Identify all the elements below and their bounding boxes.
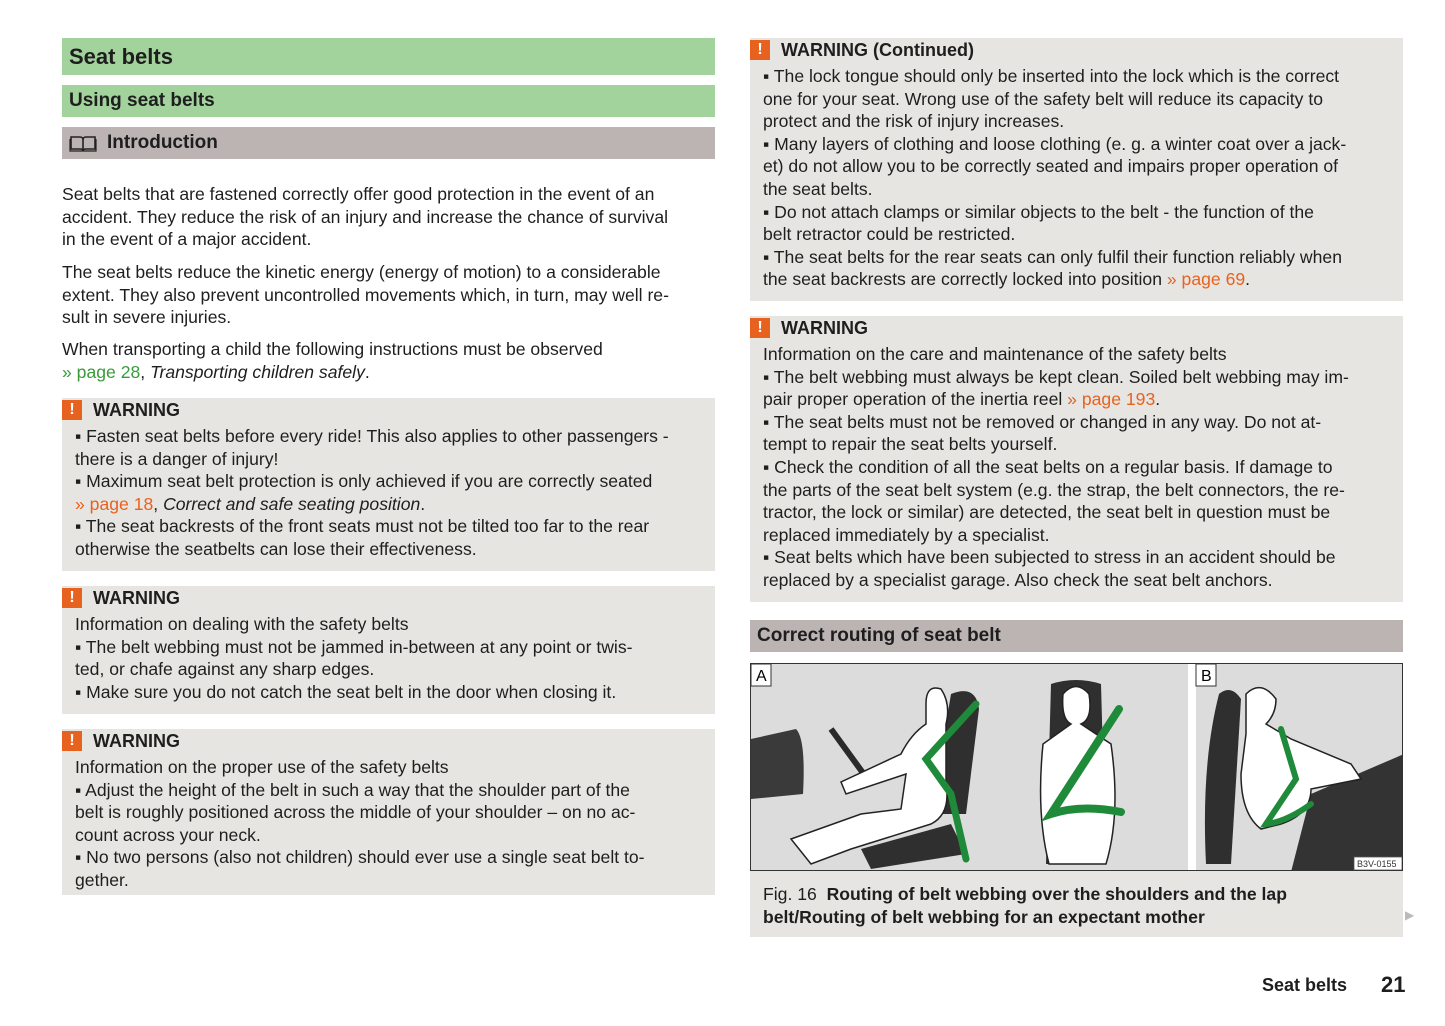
- paragraph: [62, 183, 668, 251]
- text: replaced immediately by a specialist.: [763, 524, 1050, 545]
- text-line: [62, 183, 668, 206]
- text-line: [75, 425, 715, 448]
- text-line: [763, 65, 1403, 88]
- next-page-arrow-icon[interactable]: ▶: [1405, 908, 1415, 922]
- text-line: [62, 228, 668, 251]
- text-line: [763, 268, 1403, 291]
- section-title: [62, 85, 715, 117]
- text-line: [763, 223, 1403, 246]
- text-line: [763, 524, 1403, 547]
- text-line: [763, 343, 1403, 366]
- text-line: [763, 479, 1403, 502]
- text: ▪ The belt webbing must not be jammed in-between at any point or twis-: [75, 636, 633, 657]
- subsection-title-text: Introduction: [107, 132, 218, 153]
- text-line: [75, 470, 715, 493]
- text: belt is roughly positioned across the middle of your shoulder – on no ac-: [75, 802, 636, 823]
- warning-icon: !: [750, 318, 770, 338]
- text-line: [763, 433, 1403, 456]
- text: ▪ Many layers of clothing and loose clothing (e. g. a winter coat over a jack-: [763, 133, 1347, 154]
- text: gether.: [75, 869, 129, 890]
- figure-caption: [750, 871, 1403, 937]
- text-line: [75, 869, 715, 892]
- text: Information on the care and maintenance of the safety belts: [763, 344, 1227, 364]
- figure-number: Fig. 16: [763, 884, 817, 904]
- text: ,: [153, 493, 164, 514]
- text-line: [763, 546, 1403, 569]
- text: replaced by a specialist garage. Also check the seat belt anchors.: [763, 569, 1273, 590]
- text: Seat belts that are fastened correctly offer good protection in the event of an: [62, 184, 655, 204]
- text-line: [763, 201, 1403, 224]
- warning-body: [75, 613, 715, 703]
- chapter-title: [62, 38, 715, 75]
- text-line: [62, 284, 669, 307]
- text-line: [62, 261, 669, 284]
- text: accident. They reduce the risk of an injury and increase the chance of survival: [62, 206, 669, 227]
- text: extent. They also prevent uncontrolled movements which, in turn, may well re-: [62, 284, 669, 305]
- warning-body: [75, 425, 715, 561]
- book-icon: [69, 134, 97, 152]
- text: .: [1245, 269, 1251, 290]
- text-line: [763, 411, 1403, 434]
- warning-body: [763, 343, 1403, 592]
- subsection-title: [62, 127, 715, 159]
- text-line: [75, 801, 715, 824]
- text: ▪ Fasten seat belts before every ride! This also applies to other passengers -: [75, 426, 669, 446]
- warning-box: [62, 586, 715, 714]
- text: et) do not allow you to be correctly seated and impairs proper operation of: [763, 156, 1339, 177]
- section-reference: Correct and safe seating position: [163, 493, 421, 514]
- text: in the event of a major accident.: [62, 229, 312, 250]
- page-link[interactable]: » page 193: [1067, 389, 1156, 410]
- text-line: [75, 846, 715, 869]
- text-line: [75, 613, 715, 636]
- page-link[interactable]: » page 18: [75, 493, 154, 514]
- warning-title-text: WARNING: [781, 317, 868, 338]
- paragraph: [62, 338, 603, 383]
- text: .: [364, 361, 370, 382]
- chapter-title-text: Seat belts: [69, 43, 173, 69]
- text-line: [763, 501, 1403, 524]
- text: pair proper operation of the inertia reel: [763, 389, 1068, 410]
- section-reference: Transporting children safely: [150, 361, 365, 382]
- warning-icon: !: [62, 400, 82, 420]
- warning-body: [75, 756, 715, 892]
- text: protect and the risk of injury increases.: [763, 111, 1065, 132]
- text-line: [75, 538, 715, 561]
- text: there is a danger of injury!: [75, 448, 279, 469]
- text-line: [62, 206, 668, 229]
- text: ted, or chafe against any sharp edges.: [75, 659, 375, 680]
- text: Information on dealing with the safety belts: [75, 614, 409, 634]
- text-line: [75, 756, 715, 779]
- text-line: [75, 493, 715, 516]
- warning-title: [69, 729, 715, 753]
- text-line: [62, 306, 669, 329]
- text: ▪ Maximum seat belt protection is only achieved if you are correctly seated: [75, 471, 653, 492]
- paragraph: [62, 261, 669, 329]
- warning-body: [763, 65, 1403, 291]
- warning-box: [62, 398, 715, 571]
- text-line: [763, 456, 1403, 479]
- text-line: [763, 155, 1403, 178]
- text: count across your neck.: [75, 824, 261, 845]
- warning-title: [757, 316, 1403, 340]
- text: Information on the proper use of the safety belts: [75, 757, 449, 777]
- text: When transporting a child the following instructions must be observed: [62, 339, 603, 359]
- text-line: [75, 448, 715, 471]
- text-line: [763, 88, 1403, 111]
- page-link[interactable]: » page 28: [62, 361, 141, 382]
- text-line: [75, 636, 715, 659]
- page-number: 21: [1381, 972, 1406, 997]
- text: one for your seat. Wrong use of the safety belt will reduce its capacity to: [763, 88, 1324, 109]
- text-line: [763, 178, 1403, 201]
- figure-16: [750, 663, 1403, 871]
- warning-title-text: WARNING: [93, 587, 180, 608]
- warning-box: [62, 729, 715, 895]
- text-line: [75, 779, 715, 802]
- text: the seat backrests are correctly locked into position: [763, 269, 1167, 290]
- text: ▪ The seat belts must not be removed or changed in any way. Do not at-: [763, 411, 1322, 432]
- text: .: [420, 493, 426, 514]
- figure-code: B3V-0155: [1357, 859, 1397, 869]
- text: the parts of the seat belt system (e.g. the strap, the belt connectors, the re-: [763, 479, 1345, 500]
- text-line: [75, 824, 715, 847]
- text: ▪ The lock tongue should only be inserted into the lock which is the correct: [763, 66, 1340, 86]
- text: sult in severe injuries.: [62, 307, 232, 328]
- warning-icon: !: [750, 40, 770, 60]
- warning-box: [750, 38, 1403, 301]
- text-line: [763, 110, 1403, 133]
- text: ▪ Check the condition of all the seat belts on a regular basis. If damage to: [763, 456, 1333, 477]
- warning-title: [69, 586, 715, 610]
- page-link[interactable]: » page 69: [1166, 269, 1246, 290]
- text-line: [75, 658, 715, 681]
- text-line: [763, 133, 1403, 156]
- caption-line-1: Routing of belt webbing over the shoulders and the lap: [826, 884, 1287, 904]
- text-line: [62, 338, 603, 361]
- text: ▪ Seat belts which have been subjected to stress in an accident should be: [763, 547, 1336, 568]
- warning-title: [757, 38, 1403, 62]
- text-line: [763, 569, 1403, 592]
- section-title-text: Using seat belts: [69, 90, 215, 111]
- panel-label-b: B: [1201, 668, 1212, 685]
- text: The seat belts reduce the kinetic energy (energy of motion) to a considerable: [62, 262, 661, 282]
- warning-icon: !: [62, 731, 82, 751]
- warning-box: [750, 316, 1403, 602]
- text-line: [763, 366, 1403, 389]
- text: belt retractor could be restricted.: [763, 224, 1016, 245]
- figure-section-title-text: Correct routing of seat belt: [757, 625, 1001, 646]
- text-line: [62, 361, 603, 384]
- text-line: [75, 515, 715, 538]
- text: ▪ Do not attach clamps or similar objects to the belt - the function of the: [763, 201, 1314, 222]
- seat-belt-illustration: [751, 664, 1403, 871]
- warning-icon: !: [62, 588, 82, 608]
- panel-label-a: A: [756, 668, 767, 685]
- figure-section-title: [750, 620, 1403, 652]
- text: otherwise the seatbelts can lose their effectiveness.: [75, 538, 477, 559]
- warning-title-text: WARNING: [93, 730, 180, 751]
- warning-title: [69, 398, 715, 422]
- text-line: [75, 681, 715, 704]
- text: tempt to repair the seat belts yourself.: [763, 434, 1058, 455]
- text: ,: [140, 361, 151, 382]
- text: .: [1155, 389, 1161, 410]
- text: ▪ The belt webbing must always be kept clean. Soiled belt webbing may im-: [763, 366, 1349, 387]
- text: ▪ The seat belts for the rear seats can only fulfil their function reliably when: [763, 246, 1342, 267]
- text: ▪ The seat backrests of the front seats must not be tilted too far to the rear: [75, 516, 650, 537]
- warning-title-text: WARNING (Continued): [781, 39, 974, 60]
- warning-title-text: WARNING: [93, 399, 180, 420]
- text: ▪ No two persons (also not children) should ever use a single seat belt to-: [75, 847, 645, 868]
- text-line: [763, 246, 1403, 269]
- footer-chapter: Seat belts: [1262, 975, 1348, 995]
- text-line: [763, 388, 1403, 411]
- text: tractor, the lock or similar) are detected, the seat belt in question must be: [763, 502, 1331, 523]
- text: ▪ Make sure you do not catch the seat belt in the door when closing it.: [75, 681, 617, 702]
- text: ▪ Adjust the height of the belt in such a way that the shoulder part of the: [75, 779, 630, 800]
- caption-line-2: belt/Routing of belt webbing for an expectant mother: [763, 906, 1205, 927]
- text: the seat belts.: [763, 178, 873, 199]
